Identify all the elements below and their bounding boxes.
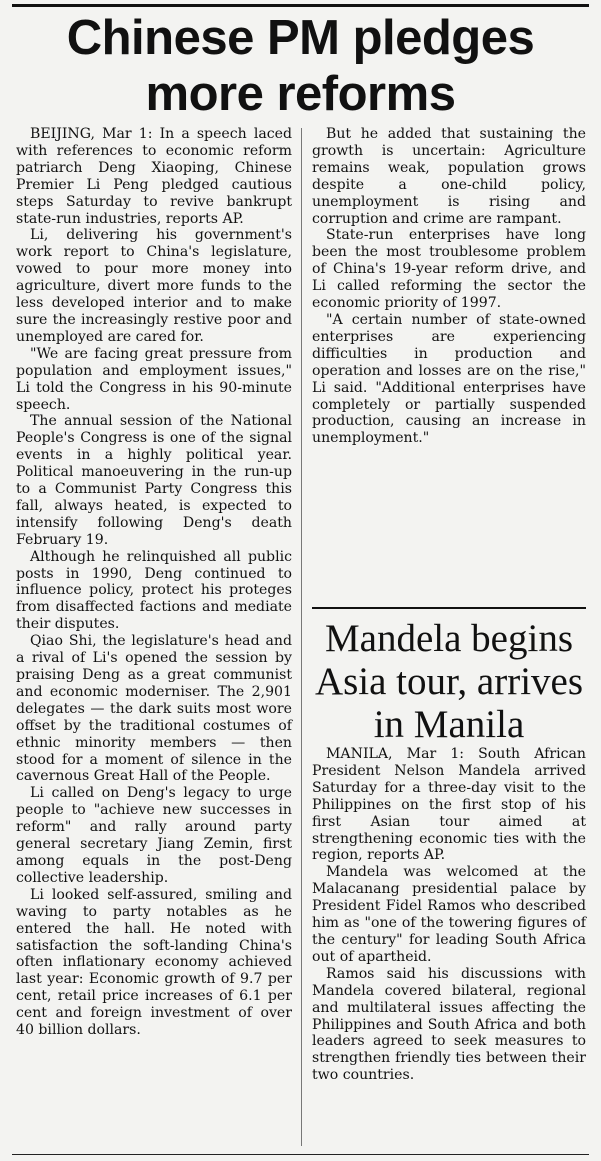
- column-mandela: [312, 746, 586, 1084]
- headline-mandela: Mandela begins Asia tour, arrives in Manila: [314, 617, 584, 746]
- paragraph: State-run enterprises have long been the most troublesome problem of China's 19-year reform drive, and Li called reforming the sector the economic priority of 1997.: [312, 227, 586, 312]
- story-divider: [312, 607, 586, 609]
- paragraph: Qiao Shi, the legislature's head and a rival of Li's opened the session by praising Deng as a great communist and economic moderniser. The 2,901 delegates — the dark suits most wore offset by the traditional costumes of ethnic minority members — then stood for a moment of silence in the cavernous Great Hall of the People.: [16, 633, 292, 785]
- column-left: [16, 126, 292, 1039]
- headline-china: Chinese PM pledges more reforms: [66, 11, 535, 121]
- paragraph: The annual session of the National People's Congress is one of the signal events in a highly political year. Political manoeuvering in the run-up to a Communist Party Congress this fall, always heated, is expected to intensify following Deng's death February 19.: [16, 413, 292, 548]
- paragraph: Mandela was welcomed at the Malacanang presidential palace by President Fidel Ramos who described him as "one of the towering figures of the century" for leading South Africa out of apartheid.: [312, 864, 586, 965]
- column-divider: [301, 128, 302, 1146]
- paragraph: Although he relinquished all public posts in 1990, Deng continued to influence policy, protect his proteges from disaffected factions and mediate their disputes.: [16, 548, 292, 633]
- paragraph: BEIJING, Mar 1: In a speech laced with references to economic reform patriarch Deng Xiaoping, Chinese Premier Li Peng pledged cautious steps Saturday to revive bankrupt state-run industries, reports AP.: [16, 126, 292, 227]
- bottom-rule: [12, 1154, 589, 1155]
- paragraph: Li looked self-assured, smiling and waving to party notables as he entered the hall. He noted with satisfaction the soft-landing China's often inflationary economy achieved last year: Economic growth of 9.7 per cent, retail price increases of 6.1 per cent and foreign investment of over 40 billion dollars.: [16, 886, 292, 1039]
- paragraph: "A certain number of state-owned enterprises are experiencing difficulties in production and operation and losses are on the rise," Li said. "Additional enterprises have completely or partially suspended production, causing an increase in unemployment.": [312, 311, 586, 447]
- column-right: [312, 126, 586, 447]
- paragraph: But he added that sustaining the growth is uncertain: Agriculture remains weak, population grows despite a one-child policy, unemployment is rising and corruption and crime are rampant.: [312, 126, 586, 227]
- paragraph: Li called on Deng's legacy to urge people to "achieve new successes in reform" and rally around party general secretary Jiang Zemin, first among equals in the post-Deng collective leadership.: [16, 785, 292, 886]
- paragraph: Li, delivering his government's work report to China's legislature, vowed to pour more money into agriculture, divert more funds to the less developed interior and to make sure the increasingly restive poor and unemployed are cared for.: [16, 227, 292, 345]
- paragraph: Ramos said his discussions with Mandela covered bilateral, regional and multilateral issues affecting the Philippines and South Africa and both leaders agreed to seek measures to strengthen friendly ties between their two countries.: [312, 965, 586, 1084]
- top-rule: [12, 4, 589, 7]
- paragraph: MANILA, Mar 1: South African President Nelson Mandela arrived Saturday for a three-day visit to the Philippines on the first stop of his first Asian tour aimed at strengthening economic ties with the region, reports AP.: [312, 746, 586, 864]
- paragraph: "We are facing great pressure from population and employment issues," Li told the Congress in his 90-minute speech.: [16, 345, 292, 413]
